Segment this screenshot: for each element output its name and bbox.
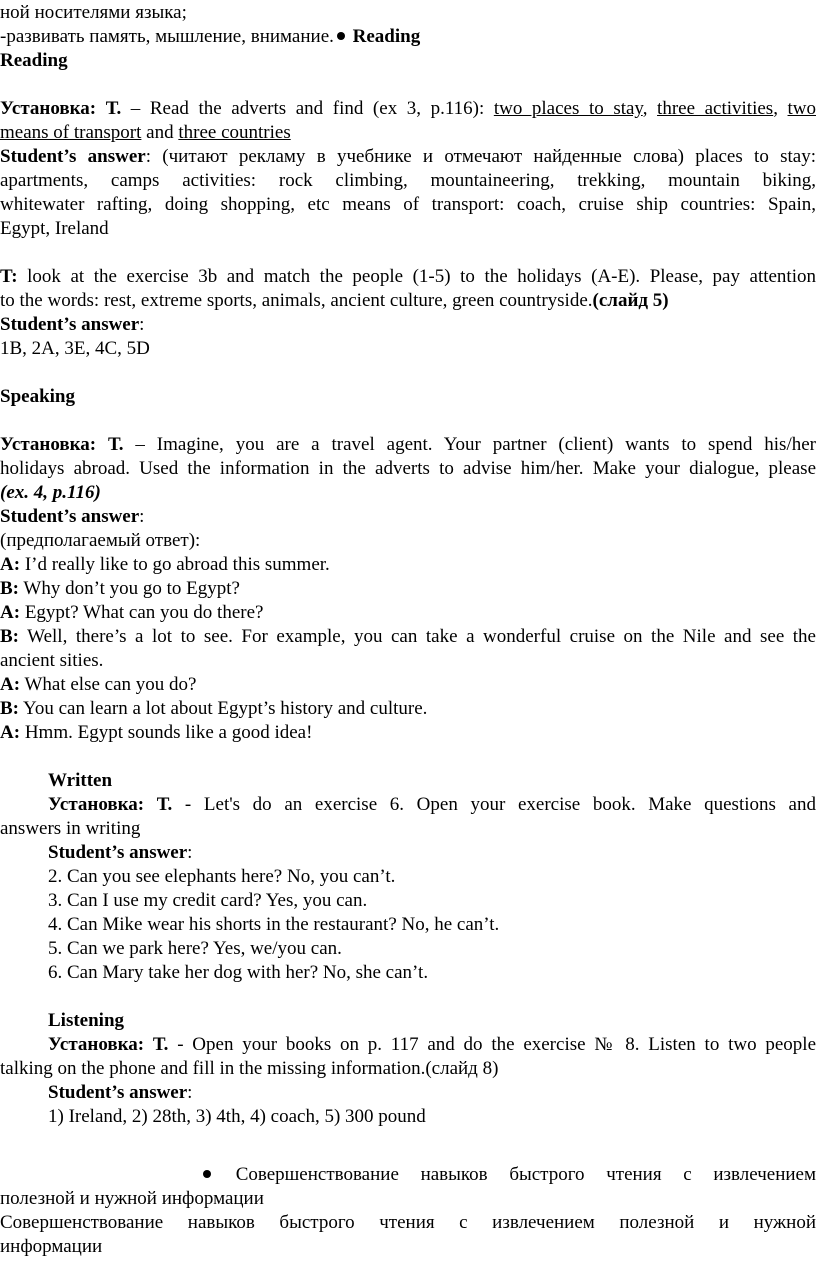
dialogue-line: A: Egypt? What can you do there? <box>0 602 264 623</box>
listening-line-2: talking on the phone and fill in the missing information.(слайд 8) <box>0 1058 499 1079</box>
reading2-answer-label: Student’s answer: <box>0 314 145 335</box>
dialogue-line: B: You can learn a lot about Egypt’s history and culture. <box>0 698 428 719</box>
bullet-icon <box>203 1170 211 1178</box>
listening-heading: Listening <box>48 1010 125 1031</box>
bullet-icon <box>337 32 345 40</box>
dialogue-line: ancient sities. <box>0 650 104 671</box>
intro-line-2: -развивать память, мышление, внимание. Reading <box>0 26 421 47</box>
reading2-line-1: T: look at the exercise 3b and match the people (1-5) to the holidays (A-E). Please, pay attention <box>0 266 816 287</box>
speaking-line-1: Установка: Т. – Imagine, you are a travel agent. Your partner (client) wants to spend his/her <box>0 434 816 455</box>
dialogue-line: A: I’d really like to go abroad this summer. <box>0 554 330 575</box>
reading2-line-2: to the words: rest, extreme sports, animals, ancient culture, green countryside.(слайд 5) <box>0 290 669 311</box>
improvement-line-1: Совершенствование навыков быстрого чтения с извлечением полезной и нужной <box>0 1212 816 1233</box>
speaking-line-2: holidays abroad. Used the information in the adverts to advise him/her. Make your dialogue, please <box>0 458 816 479</box>
speaking-answer-label: Student’s answer: <box>0 506 145 527</box>
written-answer: 2. Can you see elephants here? No, you can’t. <box>48 866 396 887</box>
reading1-line-2: means of transport and three countries <box>0 122 291 143</box>
written-line-1: Установка: Т. - Let's do an exercise 6. Open your exercise book. Make questions and <box>48 794 816 815</box>
reading1-answer-1: Student’s answer: (читают рекламу в учебнике и отмечают найденные слова) places to stay: <box>0 146 816 167</box>
written-heading: Written <box>48 770 113 791</box>
intro-line-1: ной носителями языка; <box>0 2 187 23</box>
dialogue-line: A: What else can you do? <box>0 674 197 695</box>
reading-heading: Reading <box>0 50 68 71</box>
dialogue-line: B: Why don’t you go to Egypt? <box>0 578 240 599</box>
speaking-heading: Speaking <box>0 386 75 407</box>
reading1-line-1: Установка: Т. – Read the adverts and find (ex 3, p.116): two places to stay, three activities, two <box>0 98 816 119</box>
listening-answer: 1) Ireland, 2) 28th, 3) 4th, 4) coach, 5) 300 pound <box>48 1106 426 1127</box>
written-answer: 5. Can we park here? Yes, we/you can. <box>48 938 342 959</box>
dialogue-line: A: Hmm. Egypt sounds like a good idea! <box>0 722 313 743</box>
reading1-answer-2: apartments, camps activities: rock climbing, mountaineering, trekking, mountain biking, <box>0 170 816 191</box>
reading1-answer-3: whitewater rafting, doing shopping, etc means of transport: coach, cruise ship countries: Spain, <box>0 194 816 215</box>
improvement-bullet-line-1: Совершенствование навыков быстрого чтения с извлечением <box>0 1163 816 1187</box>
listening-answer-label: Student’s answer: <box>48 1082 193 1103</box>
improvement-line-2: информации <box>0 1236 103 1257</box>
improvement-bullet-line-2: полезной и нужной информации <box>0 1188 264 1209</box>
reading2-answer: 1B, 2A, 3E, 4C, 5D <box>0 338 150 359</box>
written-answer: 6. Can Mary take her dog with her? No, she can’t. <box>48 962 429 983</box>
listening-line-1: Установка: Т. - Open your books on p. 117 and do the exercise № 8. Listen to two people <box>48 1034 816 1055</box>
dialogue-line: B: Well, there’s a lot to see. For example, you can take a wonderful cruise on the Nile and see the <box>0 626 816 647</box>
written-line-2: answers in writing <box>0 818 141 839</box>
reading1-answer-4: Egypt, Ireland <box>0 218 109 239</box>
speaking-expected: (предполагаемый ответ): <box>0 530 201 551</box>
speaking-line-3: (ex. 4, p.116) <box>0 482 101 503</box>
written-answer: 4. Can Mike wear his shorts in the restaurant? No, he can’t. <box>48 914 500 935</box>
written-answer: 3. Can I use my credit card? Yes, you can. <box>48 890 368 911</box>
written-answer-label: Student’s answer: <box>48 842 193 863</box>
